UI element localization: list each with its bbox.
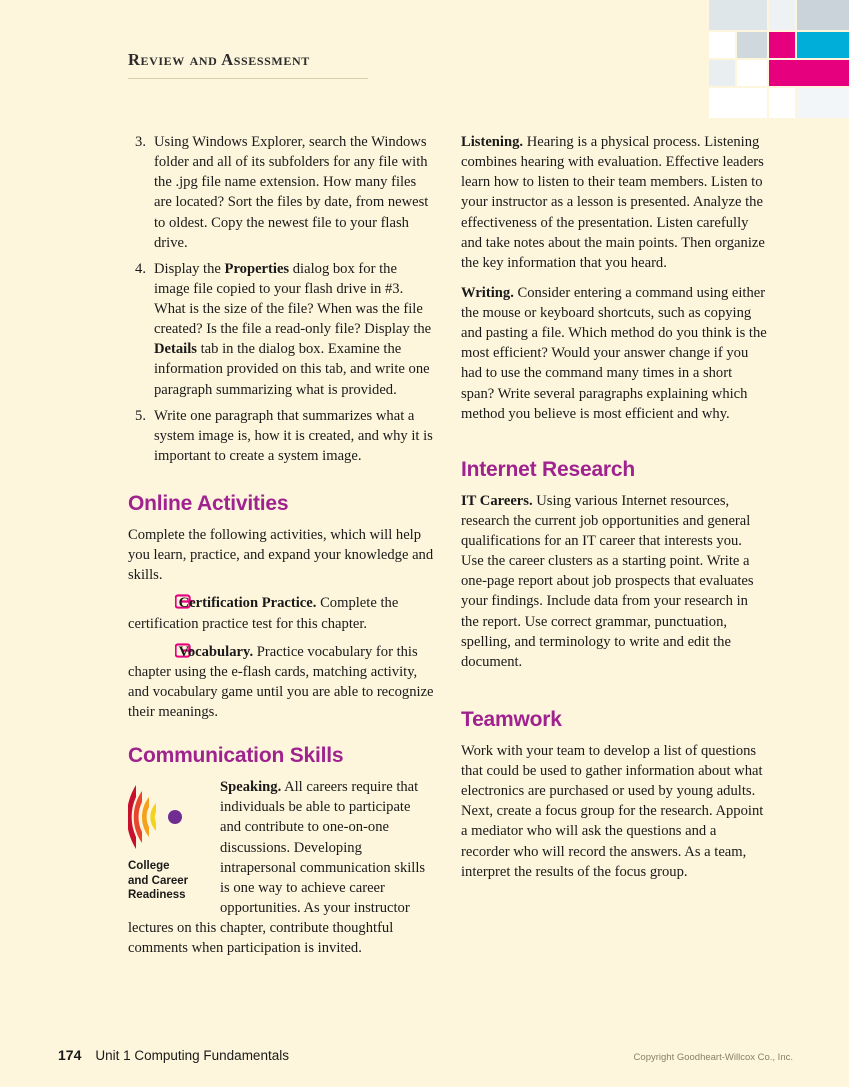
college-career-readiness-badge bbox=[128, 781, 210, 902]
list-item bbox=[128, 406, 435, 466]
speaking-text: All careers require that individuals be able to participate and contribute to one-on-one discussions. Developing intrapersonal communication skills is one way to achieve career opportunities. As your instructor lectures on this chapter, contribute thoughtful comments when participation is invited. bbox=[128, 779, 426, 957]
teamwork-paragraph: Work with your team to develop a list of questions that could be used to gather information about what electronics are purchased or used by young adults. Next, create a focus group for the research. Appoint a mediator who will ask the questions and a recorder who will record the answers. As a team, interpret the results of the focus group. bbox=[461, 742, 764, 880]
decorative-squares-graphic bbox=[709, 0, 849, 118]
listening-label: Listening. bbox=[461, 134, 524, 150]
arrow-link-icon bbox=[151, 643, 170, 658]
section-heading-teamwork: Teamwork bbox=[461, 707, 562, 731]
list-item bbox=[128, 132, 435, 253]
writing-paragraph bbox=[461, 283, 768, 424]
speaking-label: Speaking. bbox=[220, 779, 282, 796]
internet-research-paragraph bbox=[461, 491, 768, 672]
right-column bbox=[461, 132, 768, 968]
activity-label: Vocabulary. bbox=[178, 643, 254, 660]
page-content bbox=[128, 132, 768, 968]
activity-vocabulary bbox=[128, 642, 435, 723]
section-heading-communication-skills: Communication Skills bbox=[128, 744, 344, 768]
badge-label-line3: Readiness bbox=[128, 888, 186, 901]
arrow-link-icon bbox=[151, 594, 170, 609]
running-footer: Unit 1 Computing Fundamentals bbox=[95, 1048, 289, 1063]
listening-text: Hearing is a physical process. Listening combines hearing with evaluation. Effective leaders learn how to listen to their team members. Listen to your instructor as a lesson is presented. Analyze the effectiveness of the presentation. Listen carefully and take notes about the main points. Then organize the key information that you heard. bbox=[461, 134, 765, 271]
emphasis-details: Details bbox=[154, 341, 197, 358]
list-item bbox=[128, 259, 435, 400]
text-run: dialog box for the image file copied to your flash drive in #3. What is the size of the file? When was the file created? Is the file a read-only file? Display the bbox=[154, 260, 432, 338]
activity-text: Practice vocabulary for this chapter using the e-flash cards, matching activity, and vocabulary game until you are able to recognize their meanings. bbox=[128, 643, 434, 720]
communication-skills-block bbox=[128, 777, 435, 968]
list-item-number: 5. bbox=[135, 407, 146, 424]
text-run: Display the bbox=[154, 260, 225, 277]
copyright-notice: Copyright Goodheart-Willcox Co., Inc. bbox=[633, 1052, 793, 1063]
writing-label: Writing. bbox=[461, 284, 514, 301]
activity-certification-practice bbox=[128, 593, 435, 633]
activity-label: Certification Practice. bbox=[178, 595, 317, 612]
list-item-text: Using Windows Explorer, search the Windows folder and all of its subfolders for any file with the .jpg file name extension. How many files are located? Sort the files by date, from newest to oldest. Copy the newest file to your flash drive. bbox=[154, 134, 429, 251]
list-item-number: 3. bbox=[135, 134, 146, 150]
text-run: tab in the dialog box. Examine the information provided on this tab, and write one paragraph summarizing what is provided. bbox=[154, 341, 430, 398]
badge-label bbox=[128, 859, 210, 902]
badge-label-line2: and Career bbox=[128, 874, 189, 887]
section-heading-online-activities: Online Activities bbox=[128, 492, 289, 515]
list-item-text: Write one paragraph that summarizes what a system image is, how it is created, and why it is important to create a system image. bbox=[154, 407, 433, 464]
list-item-number: 4. bbox=[135, 260, 146, 277]
concentric-arcs-icon bbox=[128, 781, 200, 853]
activity-text: Complete the certification practice test for this chapter. bbox=[128, 595, 399, 632]
it-careers-text: Using various Internet resources, research the current job opportunities and general qualifications for an IT career that interests you. Use the career clusters as a starting point. Write a one-page report about job prospects that evaluates your findings. Include data from your research in the report. Use correct grammar, punctuation, spelling, and terminology to write and edit the document. bbox=[461, 492, 754, 670]
left-column bbox=[128, 132, 435, 968]
badge-label-line1: College bbox=[128, 860, 170, 873]
section-heading-internet-research: Internet Research bbox=[461, 457, 636, 481]
list-item-text bbox=[154, 259, 435, 400]
emphasis-properties: Properties bbox=[224, 260, 290, 277]
writing-text: Consider entering a command using either the mouse or keyboard shortcuts, such as copying and pasting a file. Which method do you think is the most efficient? Would your answer change if you had to use the command many times in a short span? Write several paragraphs explaining which method you believe is most efficient and why. bbox=[461, 284, 767, 422]
online-activities-intro: Complete the following activities, which will help you learn, practice, and expand your knowledge and skills. bbox=[128, 527, 434, 584]
page-footer bbox=[58, 1047, 793, 1063]
listening-paragraph bbox=[461, 132, 768, 273]
page-header bbox=[128, 50, 378, 79]
it-careers-label: IT Careers. bbox=[461, 492, 533, 509]
header-divider bbox=[128, 78, 368, 79]
page-number: 174 bbox=[58, 1047, 82, 1063]
page-title: Review and Assessment bbox=[128, 50, 310, 69]
